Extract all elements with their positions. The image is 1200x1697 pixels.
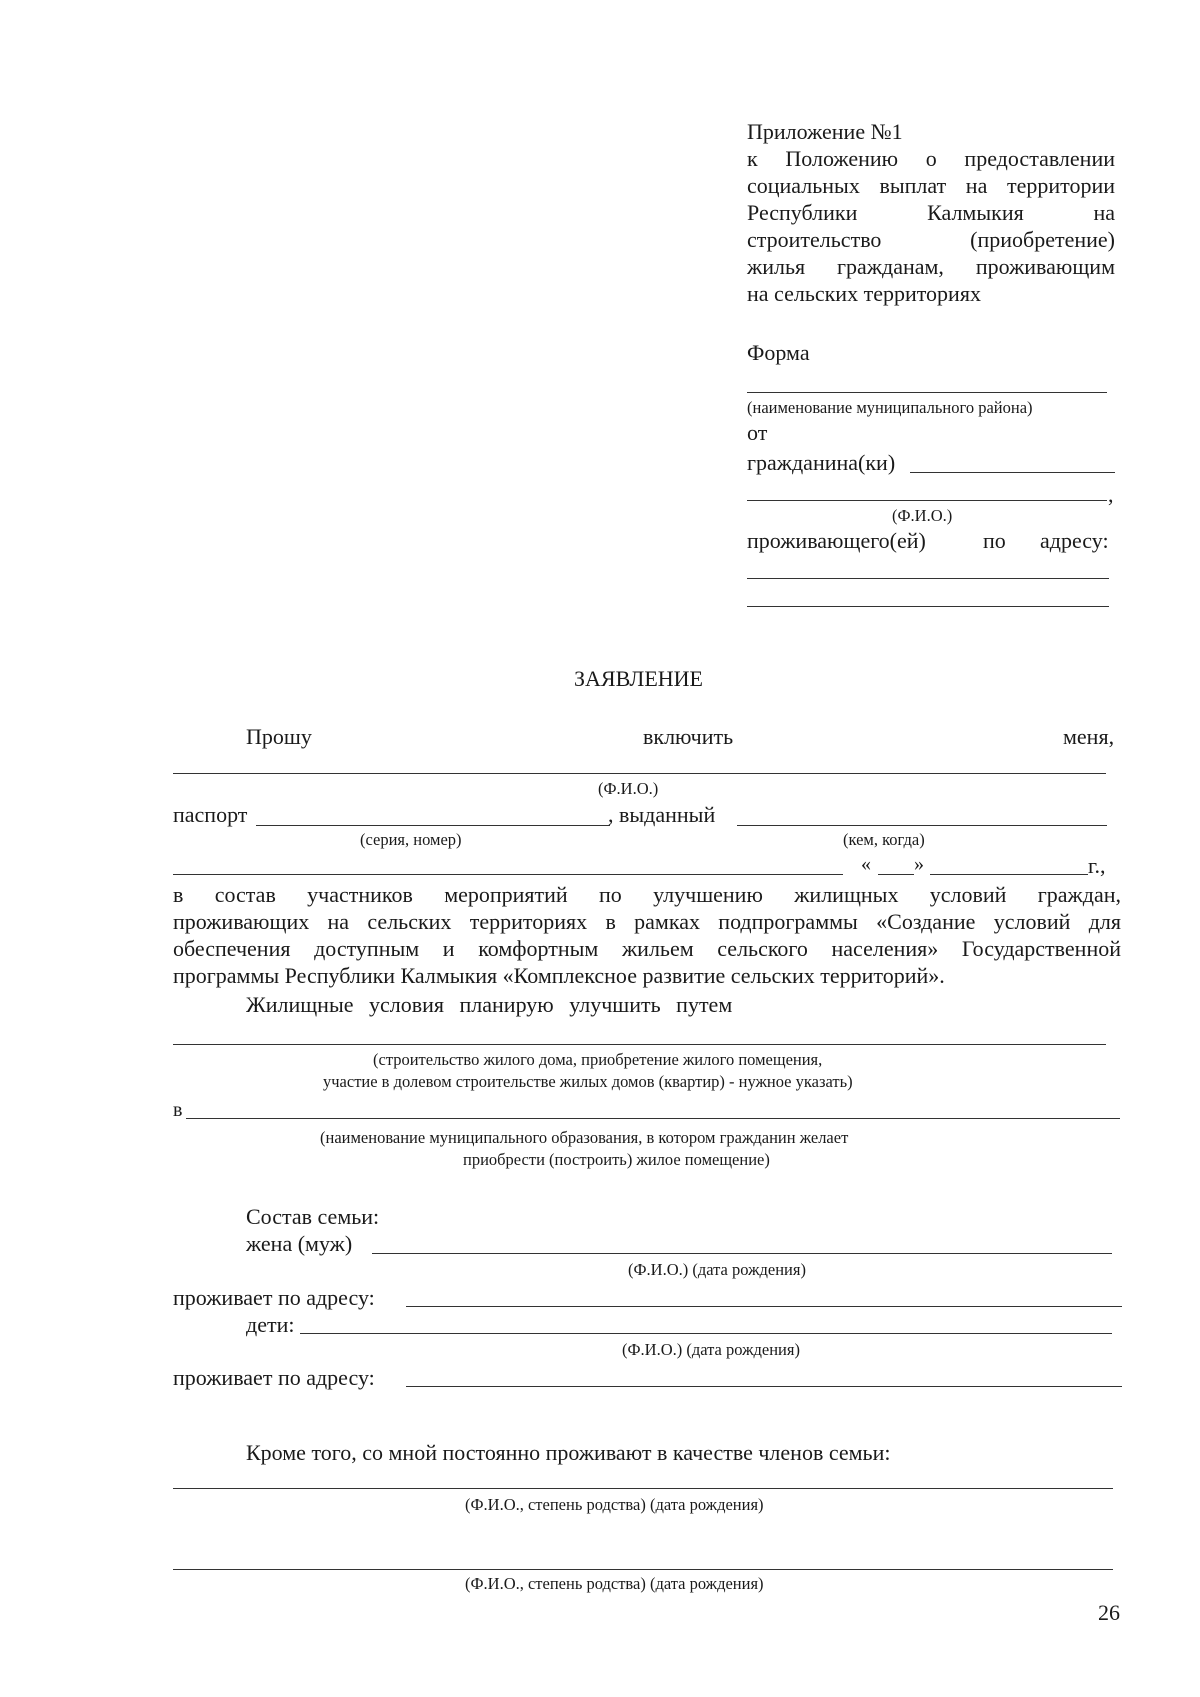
children-caption: (Ф.И.О.) (дата рождения) — [622, 1340, 800, 1359]
appendix-number: Приложение №1 — [747, 119, 903, 144]
appendix-line: на сельских территориях — [747, 281, 981, 306]
other-caption-2: (Ф.И.О., степень родства) (дата рождения) — [465, 1574, 764, 1593]
body-line-2: проживающих на сельских территориях в рамках подпрограммы «Создание условий для — [173, 909, 1121, 934]
appendix-line: Республики Калмыкия на — [747, 200, 1115, 225]
spouse-caption: (Ф.И.О.) (дата рождения) — [628, 1260, 806, 1279]
other-member-line-2[interactable] — [173, 1569, 1113, 1570]
quote-open: « — [861, 853, 871, 875]
municipality-caption: (наименование муниципального района) — [747, 398, 1033, 417]
request-word-2: включить — [643, 724, 734, 749]
passport-number-line[interactable] — [256, 825, 610, 826]
citizen-label: гражданина(ки) — [747, 450, 896, 475]
mo-caption-1: (наименование муниципального образования, в котором гражданин желает — [320, 1128, 849, 1147]
housing-caption-2: участие в долевом строительстве жилых домов (квартир) - нужное указать) — [323, 1072, 853, 1091]
children-label: дети: — [246, 1312, 295, 1337]
other-caption-1: (Ф.И.О., степень родства) (дата рождения) — [465, 1495, 764, 1514]
form-label: Форма — [747, 340, 810, 365]
year-line[interactable] — [1052, 874, 1088, 875]
fio-caption: (Ф.И.О.) — [892, 506, 953, 525]
request-word-1: Прошу — [246, 724, 312, 749]
page-number: 26 — [1098, 1600, 1120, 1625]
residing-label-2: по — [983, 528, 1006, 553]
address-line-2[interactable] — [747, 606, 1109, 607]
in-label: в — [173, 1099, 183, 1121]
appendix-header — [747, 118, 1115, 307]
housing-text: Жилищные условия планирую улучшить путем — [246, 992, 733, 1017]
residing-label-1: проживающего(ей) — [747, 528, 926, 553]
municipality-line[interactable] — [747, 392, 1107, 393]
mo-caption-2: приобрести (построить) жилое помещение) — [463, 1150, 770, 1169]
resides-label-2: проживает по адресу: — [173, 1365, 375, 1390]
day-line[interactable] — [878, 874, 914, 875]
citizen-line[interactable] — [910, 472, 1115, 473]
municipality-formation-line[interactable] — [186, 1118, 1120, 1119]
appendix-line: жилья гражданам, проживающим — [747, 254, 1115, 279]
document-title: ЗАЯВЛЕНИЕ — [574, 666, 703, 691]
by-whom-caption: (кем, когда) — [843, 830, 925, 849]
issued-by-line[interactable] — [737, 825, 1107, 826]
body-line-3: обеспечения доступным и комфортным жильем сельского населения» Государственной — [173, 936, 1121, 961]
series-caption: (серия, номер) — [360, 830, 462, 849]
children-line[interactable] — [300, 1333, 1112, 1334]
other-members-text: Кроме того, со мной постоянно проживают в качестве членов семьи: — [246, 1440, 891, 1465]
appendix-line: социальных выплат на территории — [747, 173, 1115, 198]
appendix-line: строительство (приобретение) — [747, 227, 1115, 252]
comma: , — [1108, 482, 1114, 507]
family-heading: Состав семьи: — [246, 1204, 380, 1229]
resides-line-2[interactable] — [406, 1386, 1122, 1387]
passport-label: паспорт — [173, 802, 248, 827]
month-line[interactable] — [930, 874, 1052, 875]
year-suffix: г., — [1088, 853, 1106, 878]
issued-by-line-2[interactable] — [173, 874, 843, 875]
spouse-label: жена (муж) — [246, 1231, 353, 1256]
other-member-line-1[interactable] — [173, 1488, 1113, 1489]
address-line-1[interactable] — [747, 578, 1109, 579]
appendix-line: к Положению о предоставлении — [747, 146, 1115, 171]
request-word-3: меня, — [1063, 724, 1115, 749]
resides-line[interactable] — [406, 1306, 1122, 1307]
issued-label: , выданный — [608, 802, 716, 827]
from-label: от — [747, 420, 768, 445]
quote-close: » — [914, 853, 924, 875]
applicant-fio-caption: (Ф.И.О.) — [598, 779, 659, 798]
spouse-line[interactable] — [372, 1253, 1112, 1254]
housing-caption-1: (строительство жилого дома, приобретение жилого помещения, — [373, 1050, 823, 1069]
body-line-4: программы Республики Калмыкия «Комплексное развитие сельских территорий». — [173, 963, 945, 988]
applicant-fio-line[interactable] — [173, 773, 1106, 774]
residing-label-3: адресу: — [1040, 528, 1109, 553]
housing-method-line[interactable] — [173, 1044, 1106, 1045]
body-line-1: в состав участников мероприятий по улучшению жилищных условий граждан, — [173, 882, 1121, 907]
citizen-line-2[interactable] — [747, 500, 1107, 501]
resides-label: проживает по адресу: — [173, 1285, 375, 1310]
